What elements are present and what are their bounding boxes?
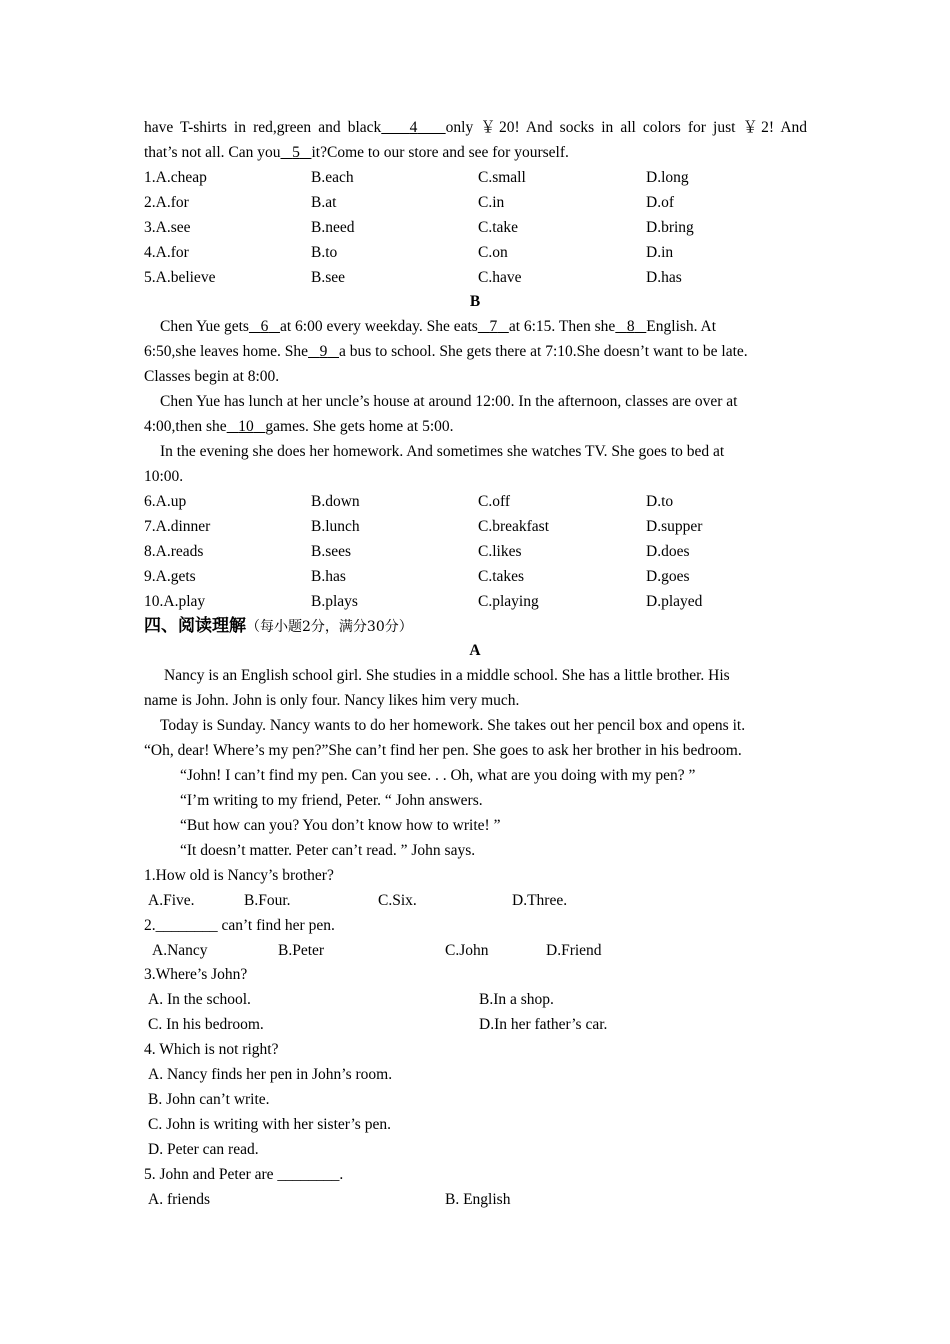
question-2: 2.________ can’t find her pen. bbox=[144, 917, 335, 934]
option: 1.A.cheap bbox=[144, 169, 207, 186]
q5-option: A. friends bbox=[148, 1191, 210, 1208]
option: C.breakfast bbox=[478, 518, 550, 535]
option: D.bring bbox=[646, 219, 694, 236]
option: 2.A.for bbox=[144, 194, 189, 211]
option: B.need bbox=[311, 219, 355, 236]
reading-line-1: Nancy is an English school girl. She studies in a middle school. She has a little brother. His bbox=[164, 667, 730, 684]
option: D.long bbox=[646, 169, 689, 186]
q5-option: B. English bbox=[445, 1191, 511, 1208]
q2-option: B.Peter bbox=[278, 942, 325, 959]
option: 7.A.dinner bbox=[144, 518, 211, 535]
option: 6.A.up bbox=[144, 493, 187, 510]
reading-line-7: “But how can you? You don’t know how to write! ” bbox=[180, 817, 501, 834]
q2-option: C.John bbox=[445, 942, 489, 959]
section-title: 四、阅读理解 bbox=[144, 616, 246, 636]
blank-8: 8 bbox=[626, 318, 635, 335]
part-b-heading: B bbox=[469, 293, 481, 310]
option: C.likes bbox=[478, 543, 522, 560]
question-4: 4. Which is not right? bbox=[144, 1041, 279, 1058]
q4-option: C. John is writing with her sister’s pen. bbox=[148, 1116, 391, 1133]
reading-line-2: name is John. John is only four. Nancy likes him very much. bbox=[144, 692, 520, 709]
option: D.supper bbox=[646, 518, 703, 535]
section-note: （每小题2分，满分30分） bbox=[246, 619, 413, 635]
blank-7: 7 bbox=[489, 318, 498, 335]
option: B.plays bbox=[311, 593, 358, 610]
reading-line-4: “Oh, dear! Where’s my pen?”She can’t find her pen. She goes to ask her brother in his bedroom. bbox=[144, 742, 742, 759]
q3-option: C. In his bedroom. bbox=[148, 1016, 264, 1033]
question-3: 3.Where’s John? bbox=[144, 966, 248, 983]
option: B.lunch bbox=[311, 518, 360, 535]
q2-option: A.Nancy bbox=[152, 942, 208, 959]
option: D.to bbox=[646, 493, 674, 510]
question-5: 5. John and Peter are ________. bbox=[144, 1166, 344, 1183]
question-1: 1.How old is Nancy’s brother? bbox=[144, 867, 334, 884]
option: B.see bbox=[311, 269, 346, 286]
option: C.playing bbox=[478, 593, 539, 610]
passage-b-line-5: 4:00,then she 10 games. She gets home at 5:00. bbox=[144, 418, 454, 435]
option: D.goes bbox=[646, 568, 690, 585]
option: C.in bbox=[478, 194, 505, 211]
option: 10.A.play bbox=[144, 593, 206, 610]
option: C.on bbox=[478, 244, 508, 261]
text: have T-shirts in red,green and black bbox=[144, 119, 382, 136]
q2-option: D.Friend bbox=[546, 942, 602, 959]
reading-line-6: “I’m writing to my friend, Peter. “ John answers. bbox=[180, 792, 483, 809]
blank-5: 5 bbox=[292, 144, 300, 161]
text: that’s not all. Can you bbox=[144, 144, 281, 161]
q4-option: D. Peter can read. bbox=[148, 1141, 259, 1158]
reading-line-3: Today is Sunday. Nancy wants to do her homework. She takes out her pencil box and opens it. bbox=[160, 717, 746, 734]
passage-a-line-1 bbox=[144, 118, 807, 138]
passage-a-line-2 bbox=[144, 143, 569, 163]
option: D.does bbox=[646, 543, 690, 560]
q3-option: A. In the school. bbox=[148, 991, 251, 1008]
reading-a-heading: A bbox=[469, 642, 481, 659]
option: B.down bbox=[311, 493, 360, 510]
blank-4: 4 bbox=[409, 119, 418, 136]
q1-option: A.Five. bbox=[148, 892, 195, 909]
blank-10: 10 bbox=[238, 418, 254, 435]
q1-option: D.Three. bbox=[512, 892, 568, 909]
option: 4.A.for bbox=[144, 244, 189, 261]
option: B.sees bbox=[311, 543, 352, 560]
passage-b-line-1: Chen Yue gets 6 at 6:00 every weekday. She eats 7 at 6:15. Then she 8 English. At bbox=[160, 318, 717, 335]
option: 5.A.believe bbox=[144, 269, 216, 286]
option: D.of bbox=[646, 194, 674, 211]
option: D.in bbox=[646, 244, 674, 261]
passage-b-line-6: In the evening she does her homework. And sometimes she watches TV. She goes to bed at bbox=[160, 443, 725, 460]
passage-b-line-7: 10:00. bbox=[144, 468, 184, 485]
blank-9: 9 bbox=[319, 343, 328, 360]
q3-option: D.In her father’s car. bbox=[479, 1016, 608, 1033]
option: C.small bbox=[478, 169, 526, 186]
option: 3.A.see bbox=[144, 219, 191, 236]
section-4-heading bbox=[144, 616, 413, 637]
option: B.to bbox=[311, 244, 338, 261]
q3-option: B.In a shop. bbox=[479, 991, 554, 1008]
option: 9.A.gets bbox=[144, 568, 196, 585]
blank-6: 6 bbox=[260, 318, 269, 335]
option: 8.A.reads bbox=[144, 543, 204, 560]
option: B.has bbox=[311, 568, 346, 585]
q4-option: A. Nancy finds her pen in John’s room. bbox=[148, 1066, 393, 1083]
q4-option: B. John can’t write. bbox=[148, 1091, 270, 1108]
reading-line-8: “It doesn’t matter. Peter can’t read. ” John says. bbox=[180, 842, 476, 859]
passage-b-line-2: 6:50,she leaves home. She 9 a bus to school. She gets there at 7:10.She doesn’t want to be late. bbox=[144, 343, 748, 360]
passage-b-line-4: Chen Yue has lunch at her uncle’s house at around 12:00. In the afternoon, classes are over at bbox=[160, 393, 738, 410]
text: it?Come to our store and see for yourself. bbox=[311, 144, 569, 161]
option: C.have bbox=[478, 269, 522, 286]
q1-option: B.Four. bbox=[244, 892, 291, 909]
option: C.take bbox=[478, 219, 519, 236]
option: D.played bbox=[646, 593, 703, 610]
passage-b-line-3: Classes begin at 8:00. bbox=[144, 368, 280, 385]
reading-line-5: “John! I can’t find my pen. Can you see. . . Oh, what are you doing with my pen? ” bbox=[180, 767, 696, 784]
option: C.off bbox=[478, 493, 511, 510]
text: only ￥20! And socks in all colors for just ￥2! And bbox=[445, 119, 808, 136]
option: D.has bbox=[646, 269, 682, 286]
q1-option: C.Six. bbox=[378, 892, 417, 909]
option: C.takes bbox=[478, 568, 525, 585]
option: B.each bbox=[311, 169, 354, 186]
option: B.at bbox=[311, 194, 337, 211]
